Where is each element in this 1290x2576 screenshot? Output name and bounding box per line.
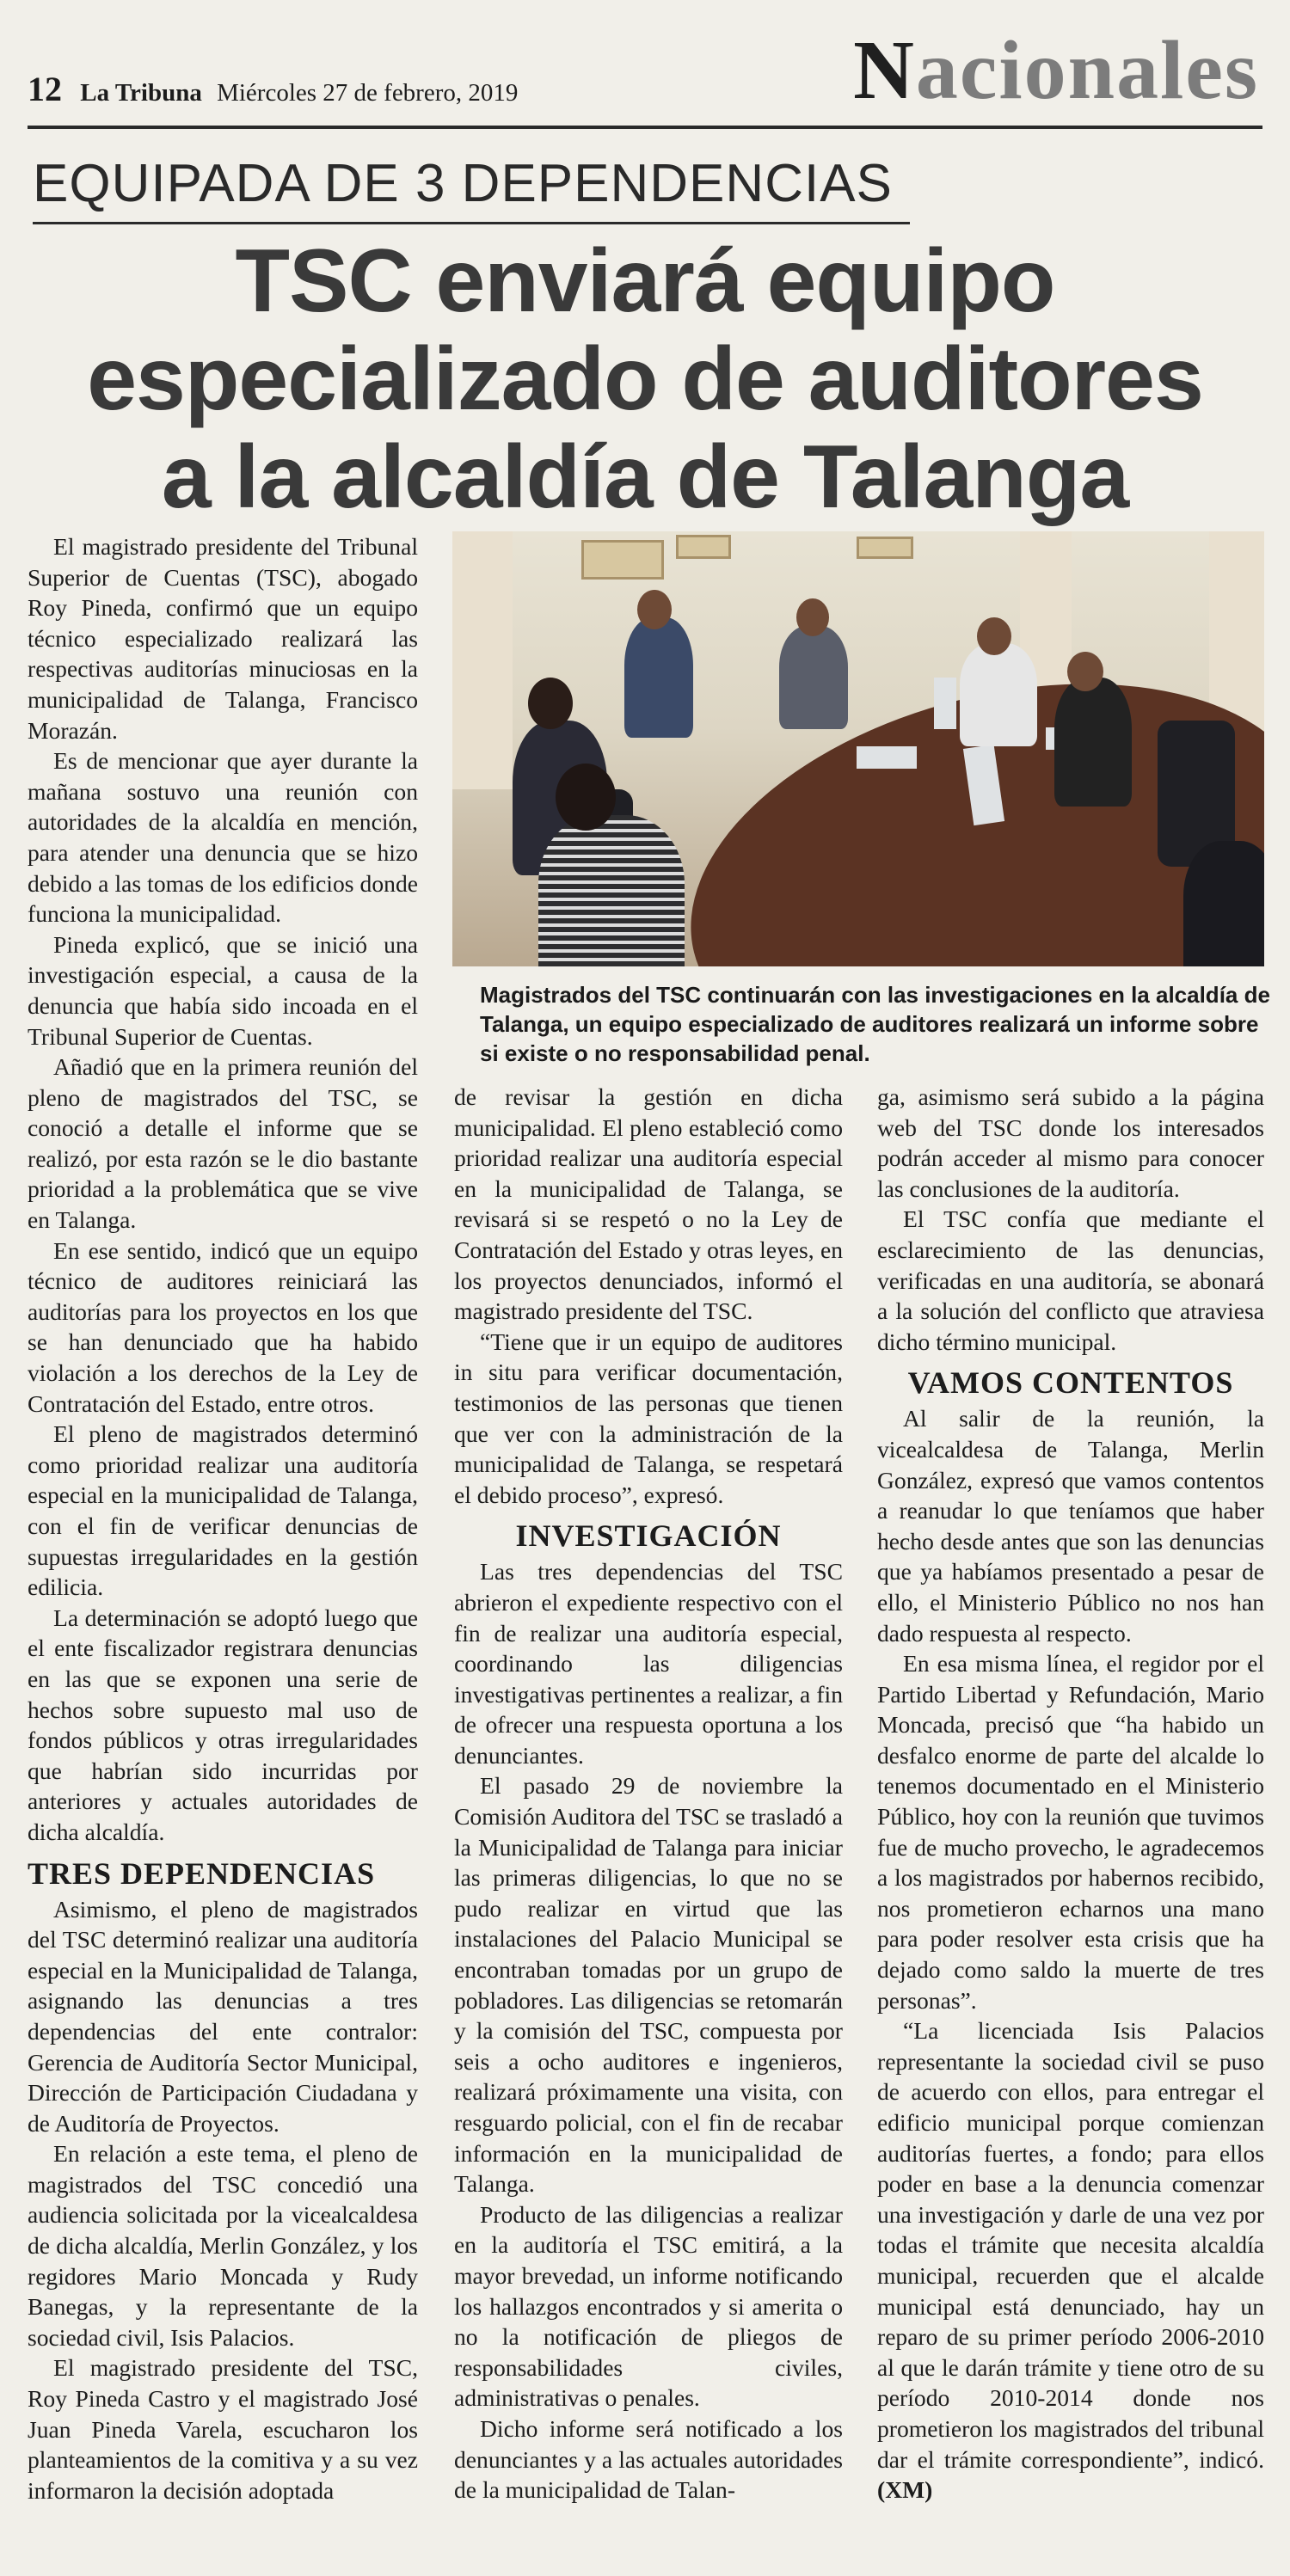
paragraph: En relación a este tema, el pleno de magistrados del TSC concedió una audiencia solicitada por la vicealcaldesa de dicha alcaldía, Merlin González, y los regidores Mario Moncada y Rudy Banegas, y la representante de la sociedad civil, Isis Palacios. [28,2140,418,2351]
person-head [528,678,573,729]
paragraph [877,2015,1264,2505]
section-title-initial: N [853,24,916,117]
paragraph: Producto de las diligencias a realizar en la auditoría el TSC emitirá, a la mayor brevedad, un informe notificando los hallazgos encontrados y si amerita o no la notificación de pliegos de responsabilidades civiles, administrativas o penales. [454,2200,843,2412]
document [857,746,917,769]
person [538,815,685,966]
person [624,617,693,738]
person [1054,678,1132,807]
document [934,678,956,729]
paragraph: En ese sentido, indicó que un equipo técnico de auditores reiniciará las auditorías para los proyectos en los que se han denunciado que ha habido violación a los derechos de la Ley de Contratación del Estado, entre otros. [28,1236,418,1417]
paragraph: El pasado 29 de noviembre la Comisión Auditora del TSC se trasladó a la Municipalidad de Talanga para iniciar las primeras diligencias, lo que no se pudo realizar en virtud que las instalaciones del Palacio Municipal se encontraban tomadas por un grupo de pobladores. Las diligencias se retomarán y la comisión del TSC, compuesta por seis a ocho auditores e ingenieros, realizará próximamente una visita, con resguardo policial, con el fin de recabar información en la municipalidad de Talanga. [454,1772,843,2198]
paragraph: El magistrado presidente del Tribunal Superior de Cuentas (TSC), abogado Roy Pineda, confirmó que un equipo técnico especializado realizará las respectivas auditorías minuciosas en la municipalidad de Talanga, Francisco Morazán. [28,533,418,744]
author-signature: (XM) [877,2476,933,2504]
article-column-3 [877,1082,1264,2505]
headline-line: TSC enviará equipo [235,231,1055,331]
article-headline [17,232,1273,526]
paragraph: ga, asimismo será subido a la página web del TSC donde los interesados podrán acceder al mismo para conocer las conclusiones de la auditoría. [877,1083,1264,1202]
publication-name: La Tribuna [80,79,202,107]
article-column-2 [454,1082,843,2505]
article-column-1 [28,531,418,2505]
paragraph: El TSC confía que mediante el esclarecimiento de las denuncias, verificadas en una auditoría, se abonará a la solución del conflicto que atraviesa dicho término municipal. [877,1205,1264,1355]
subheading-tres-dependencias: TRES DEPENDENCIAS [28,1855,376,1891]
photo-caption: Magistrados del TSC continuarán con las investigaciones en la alcaldía de Talanga, un equipo especializado de auditores realizará un informe sobre si existe o no responsabilidad penal. [480,982,1270,1066]
wall-frame [857,537,913,559]
person-head [977,617,1011,655]
paragraph-text: “La licenciada Isis Palacios representante la sociedad civil se puso de acuerdo con ellos, para entregar el edificio municipal porque comienzan auditorías fuertes, a fondo; para ellos poder en base a la denuncia comenzar una investigación y darle de una vez por todas el trámite que necesita alcaldía municipal, recuerden que el alcalde municipal está denunciado, hay un reparo de su primer período 2006-2010 al que le darán trámite y tiene otro de su período 2010-2014 donde nos prometieron los magistrados del tribunal dar el trámite correspondiente”, indicó. [877,2017,1264,2473]
paragraph: Asimismo, el pleno de magistrados del TSC determinó realizar una auditoría especial en la Municipalidad de Talanga, asignando las denuncias a tres dependencias del ente contralor: Gerencia de Auditoría Sector Municipal, Dirección de Participación Ciudadana y de Auditoría de Proyectos. [28,1895,418,2137]
person [1183,841,1264,966]
paragraph: Al salir de la reunión, la vicealcaldesa de Talanga, Merlin González, expresó que vamos contentos a reanudar lo que teníamos que haber hecho desde antes que son las denuncias que ya habíamos presentado a pesar de ello, el Ministerio Público no nos han dado respuesta al respecto. [877,1405,1264,1647]
article-kicker: EQUIPADA DE 3 DEPENDENCIAS [33,154,893,213]
paragraph: El pleno de magistrados determinó como prioridad realizar una auditoría especial en la municipalidad de Talanga, con el fin de verificar denuncias de supuestas irregularidades en la gestión edilicia. [28,1420,418,1601]
paragraph: de revisar la gestión en dicha municipalidad. El pleno estableció como prioridad realizar una auditoría especial en la municipalidad de Talanga, se revisará si se respetó o no la Ley de Contratación del Estado y otras leyes, en los proyectos denunciados, informó el magistrado presidente del TSC. [454,1083,843,1325]
person [779,626,848,729]
paragraph: Pineda explicó, que se inició una investigación especial, a causa de la denuncia que había sido incoada en el Tribunal Superior de Cuentas. [28,930,418,1050]
person-head [556,764,616,831]
curtain-left [452,531,513,789]
header-divider [28,126,1262,129]
person [960,643,1037,746]
headline-line: a la alcaldía de Talanga [161,427,1129,527]
paragraph: Es de mencionar que ayer durante la mañana sostuvo una reunión con autoridades de la alcaldía en mención, para atender una denuncia que se hizo debido a las tomas de los edificios donde funciona la municipalidad. [28,747,418,928]
wall-frame [581,540,664,580]
paragraph: Añadió que en la primera reunión del pleno de magistrados del TSC, se conoció a detalle el informe que se realizó, por esta razón se le dio bastante prioridad a la problemática que se vive en Talanga. [28,1053,418,1234]
headline-line: especializado de auditores [87,329,1203,429]
subheading-vamos-contentos: VAMOS CONTENTOS [907,1365,1234,1401]
paragraph: La determinación se adoptó luego que el ente fiscalizador registrara denuncias en las que se exponen una serie de hechos sobre supuesto mal uso de fondos públicos y otras irregularidades que habrían sido incurridas por anteriores y actuales autoridades de dicha alcaldía. [28,1604,418,1845]
publication-date: Miércoles 27 de febrero, 2019 [217,79,519,107]
person-head [1067,652,1103,691]
page-number: 12 [28,70,62,108]
section-title [853,22,1259,119]
paragraph: El magistrado presidente del TSC, Roy Pineda Castro y el magistrado José Juan Pineda Varela, escucharon los planteamientos de la comitiva y a su vez informaron la decisión adoptada [28,2354,418,2504]
page-header [28,69,518,109]
section-title-rest: acionales [915,24,1259,117]
paragraph: En esa misma línea, el regidor por el Partido Libertad y Refundación, Mario Moncada, precisó que “ha habido un desfalco enorme de parte del alcalde lo tenemos documentado en el Ministerio Público, hoy con la reunión que tuvimos fue de mucho provecho, le agradecemos a los magistrados por habernos recibido, nos prometieron echarnos una mano para poder resolver esta crisis que ha dejado como saldo la muerte de tres personas”. [877,1650,1264,2014]
paragraph: Las tres dependencias del TSC abrieron el expediente respectivo con el fin de realizar una auditoría especial, coordinando las diligencias investigativas pertinentes a realizar, a fin de ofrecer una respuesta oportuna a los denunciantes. [454,1558,843,1769]
person-head [637,590,672,629]
subheading-investigacion: INVESTIGACIÓN [515,1518,782,1554]
wall-frame [676,535,731,559]
paragraph: Dicho informe será notificado a los denunciantes y a las actuales autoridades de la municipalidad de Talan- [454,2414,843,2504]
kicker-underline [33,222,910,224]
person-head [796,598,829,636]
meeting-photo [452,531,1264,966]
paragraph: “Tiene que ir un equipo de auditores in situ para verificar documentación, testimonios de las personas que tienen que ver con la administración de la municipalidad de Talanga, se respetará el debido proceso”, expresó. [454,1328,843,1508]
